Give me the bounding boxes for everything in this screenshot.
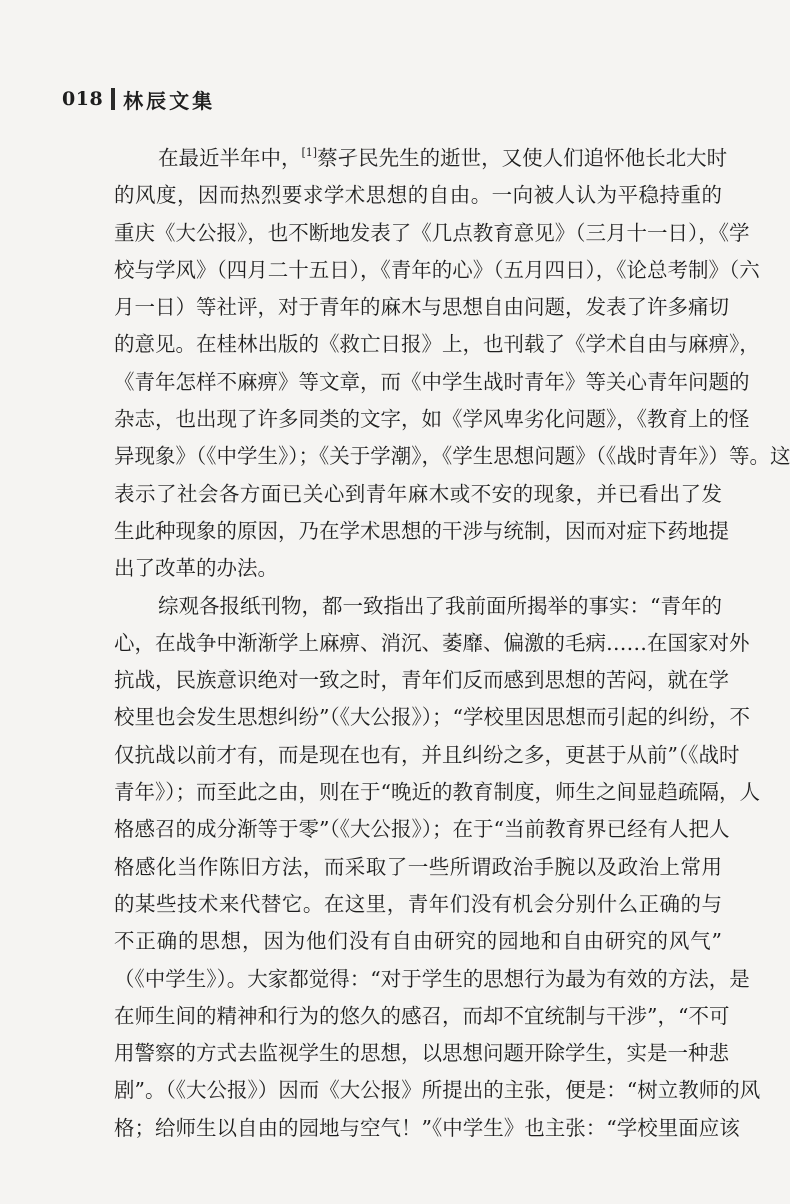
text-line: 异现象》（《中学生》）；《关于学潮》，《学生思想问题》（《战时青年》）等。这 (114, 444, 790, 469)
body-text (114, 140, 790, 1147)
book-title: 林辰文集 (123, 88, 216, 113)
text-line: 格感召的成分渐等于零”（《大公报》）；在于“当前教育界已经有人把人 (114, 817, 730, 842)
text-line: 重庆《大公报》，也不断地发表了《几点教育意见》（三月十一日），《学 (114, 220, 750, 245)
text-line: 的风度，因而热烈要求学术思想的自由。一向被人认为平稳持重的 (114, 183, 722, 208)
text-line: 杂志，也出现了许多同类的文字，如《学风卑劣化问题》，《教育上的怪 (114, 407, 750, 432)
first-line-prefix: 在最近半年中， (158, 146, 302, 170)
text-line: 格感化当作陈旧方法，而采取了一些所谓政治手腕以及政治上常用 (114, 854, 722, 879)
text-line: 综观各报纸刊物，都一致指出了我前面所揭举的事实：“青年的 (158, 593, 722, 618)
text-line: 表示了社会各方面已关心到青年麻木或不安的现象，并已看出了发 (114, 481, 722, 506)
text-line: 校与学风》（四月二十五日），《青年的心》（五月四日），《论总考制》（六 (114, 257, 760, 282)
text-line: 格；给师生以自由的园地与空气！”《中学生》也主张：“学校里面应该 (114, 1115, 740, 1140)
text-line-content: 蔡孑民先生的逝世，又使人们追怀他长北大时 (317, 146, 728, 170)
text-line: 出了改革的办法。 (114, 556, 278, 581)
text-line: 仅抗战以前才有，而是现在也有，并且纠纷之多，更甚于从前”（《战时 (114, 742, 740, 767)
text-line: 的意见。在桂林出版的《救亡日报》上，也刊载了《学术自由与麻痹》， (114, 332, 760, 357)
text-line: 校里也会发生思想纠纷”（《大公报》）；“学校里因思想而引起的纠纷，不 (114, 705, 750, 730)
text-line: 《青年怎样不麻痹》等文章，而《中学生战时青年》等关心青年问题的 (114, 369, 750, 394)
page-number: 018 (62, 88, 104, 110)
text-line: 用警察的方式去监视学生的思想，以思想问题开除学生，实是一种悲 (114, 1041, 729, 1066)
running-header (62, 84, 215, 114)
text-line: 的某些技术来代替它。在这里，青年们没有机会分别什么正确的与 (114, 891, 722, 916)
text-line: 青年》）；而至此之由，则在于“晚近的教育制度，师生之间显趋疏隔，人 (114, 780, 760, 805)
text-line: 心，在战争中渐渐学上麻痹、消沉、萎靡、偏激的毛病……在国家对外 (114, 630, 750, 655)
text-line (114, 140, 728, 177)
text-line: 抗战，民族意识绝对一致之时，青年们反而感到思想的苦闷，就在学 (114, 668, 729, 693)
text-line: （《中学生》）。大家都觉得：“对于学生的思想行为最为有效的方法，是 (114, 966, 750, 991)
text-line: 生此种现象的原因，乃在学术思想的干涉与统制，因而对症下药地提 (114, 518, 729, 543)
header-divider-bar (111, 88, 115, 110)
text-line: 月一日）等社评，对于青年的麻木与思想自由问题，发表了许多痛切 (114, 295, 729, 320)
text-line: 不正确的思想，因为他们没有自由研究的园地和自由研究的风气” (114, 929, 722, 954)
text-line: 在师生间的精神和行为的悠久的感召，而却不宜统制与干涉”，“不可 (114, 1003, 730, 1028)
footnote-mark: [1] (301, 146, 318, 159)
text-line: 剧”。（《大公报》）因而《大公报》所提出的主张，便是：“树立教师的风 (114, 1078, 761, 1103)
